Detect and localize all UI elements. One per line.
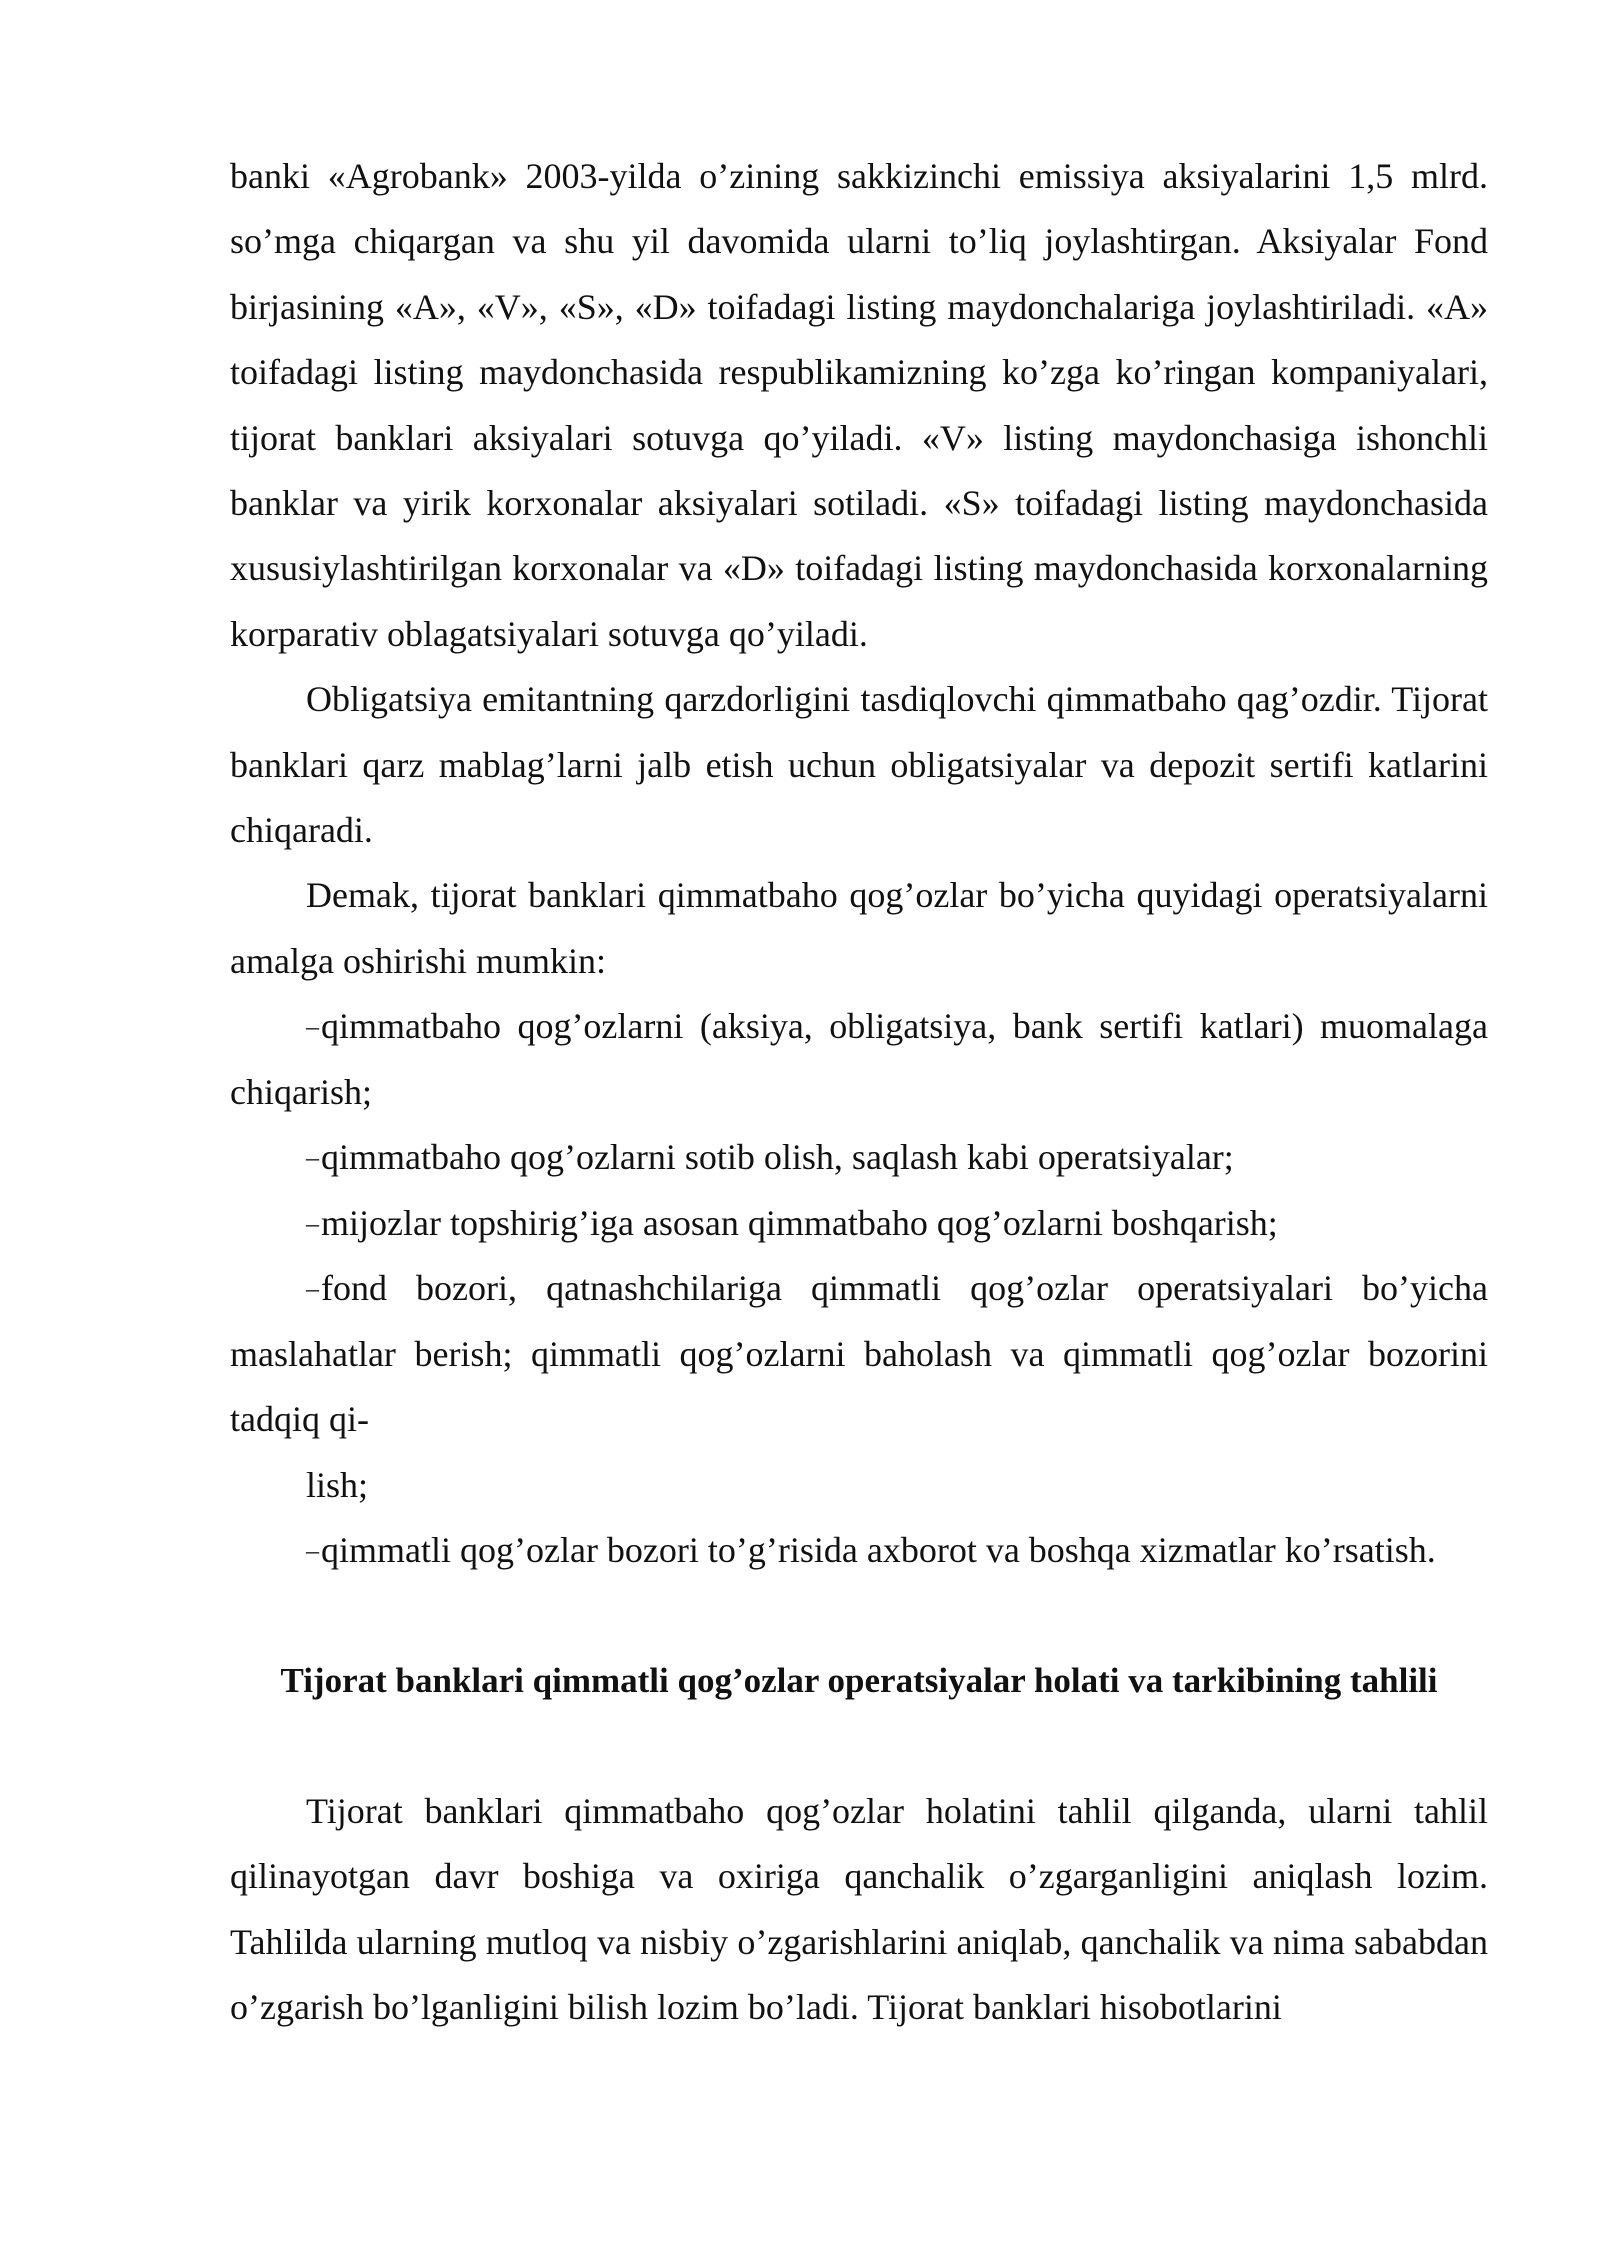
list-dash: – (306, 1274, 319, 1304)
list-item (230, 994, 1488, 1125)
list-dash: – (306, 1012, 319, 1042)
list-item-text: qimmatbaho qog’ozlarni (aksiya, obligatsiya, bank sertifi katlari) muomalaga chiqarish; (230, 1006, 1488, 1112)
list-item-text: fond bozori, qatnashchilariga qimmatli qog’ozlar operatsiyalari bo’yicha maslahatlar berish; qimmatli qog’ozlarni baholash va qimmatli qog’ozlar bozorini tadqiq qi- (230, 1268, 1488, 1440)
paragraph-agrobank: banki «Agrobank» 2003-yilda o’zining sakkizinchi emissiya aksiyalarini 1,5 mlrd. so’mga chiqargan va shu yil davomida ularni to’liq joylashtirgan. Aksiyalar Fond birjasining «A», «V», «S», «D» toifadagi listing maydonchalariga joylashtiriladi. «A» toifadagi listing maydonchasida respublikamizning ko’zga ko’ringan kompaniyalari, tijorat banklari aksiyalari sotuvga qo’yiladi. «V» listing maydonchasiga ishonchli banklar va yirik korxonalar aksiyalari sotiladi. «S» toifadagi listing maydonchasida xususiylashtirilgan korxonalar va «D» toifadagi listing maydonchasida korxonalarning korparativ oblagatsiyalari sotuvga qo’yiladi. (230, 156, 1488, 654)
paragraph-demak: Demak, tijorat banklari qimmatbaho qog’ozlar bo’yicha quyidagi operatsiyalarni amalga oshirishi mumkin: (230, 875, 1488, 981)
list-item-text: qimmatbaho qog’ozlarni sotib olish, saqlash kabi operatsiyalar; (321, 1137, 1234, 1178)
section-heading: Tijorat banklari qimmatli qog’ozlar operatsiyalar holati va tarkibining tahlili (280, 1661, 1438, 1701)
list-item (230, 1125, 1488, 1191)
list-dash: – (306, 1535, 319, 1565)
paragraph-tahlil: Tijorat banklari qimmatbaho qog’ozlar holatini tahlil qilganda, ularni tahlil qilinayotgan davr boshiga va oxiriga qanchalik o’zgarganligini aniqlash lozim. Tahlilda ularning mutloq va nisbiy o’zgarishlarini aniqlab, qanchalik va nima sababdan o’zgarish bo’lganligini bilish lozim bo’ladi. Tijorat banklari hisobotlarini (230, 1790, 1488, 2028)
list-item (230, 1256, 1488, 1452)
list-item (230, 1518, 1488, 1584)
list-dash: – (306, 1143, 319, 1173)
list-item-text: mijozlar topshirig’iga asosan qimmatbaho qog’ozlarni boshqarish; (321, 1202, 1278, 1243)
list-item-continuation: lish; (306, 1464, 369, 1505)
document-body (230, 144, 1488, 2041)
list-item (230, 1191, 1488, 1257)
spacer (230, 1583, 1488, 1648)
spacer (230, 1714, 1488, 1779)
paragraph-obligatsiya: Obligatsiya emitantning qarzdorligini tasdiqlovchi qimmatbaho qag’ozdir. Tijorat banklari qarz mablag’larni jalb etish uchun obligatsiyalar va depozit sertifi katlarini chiqaradi. (230, 679, 1488, 851)
list-item-text: qimmatli qog’ozlar bozori to’g’risida axborot va boshqa xizmatlar ko’rsatish. (321, 1530, 1436, 1571)
list-dash: – (306, 1208, 319, 1238)
